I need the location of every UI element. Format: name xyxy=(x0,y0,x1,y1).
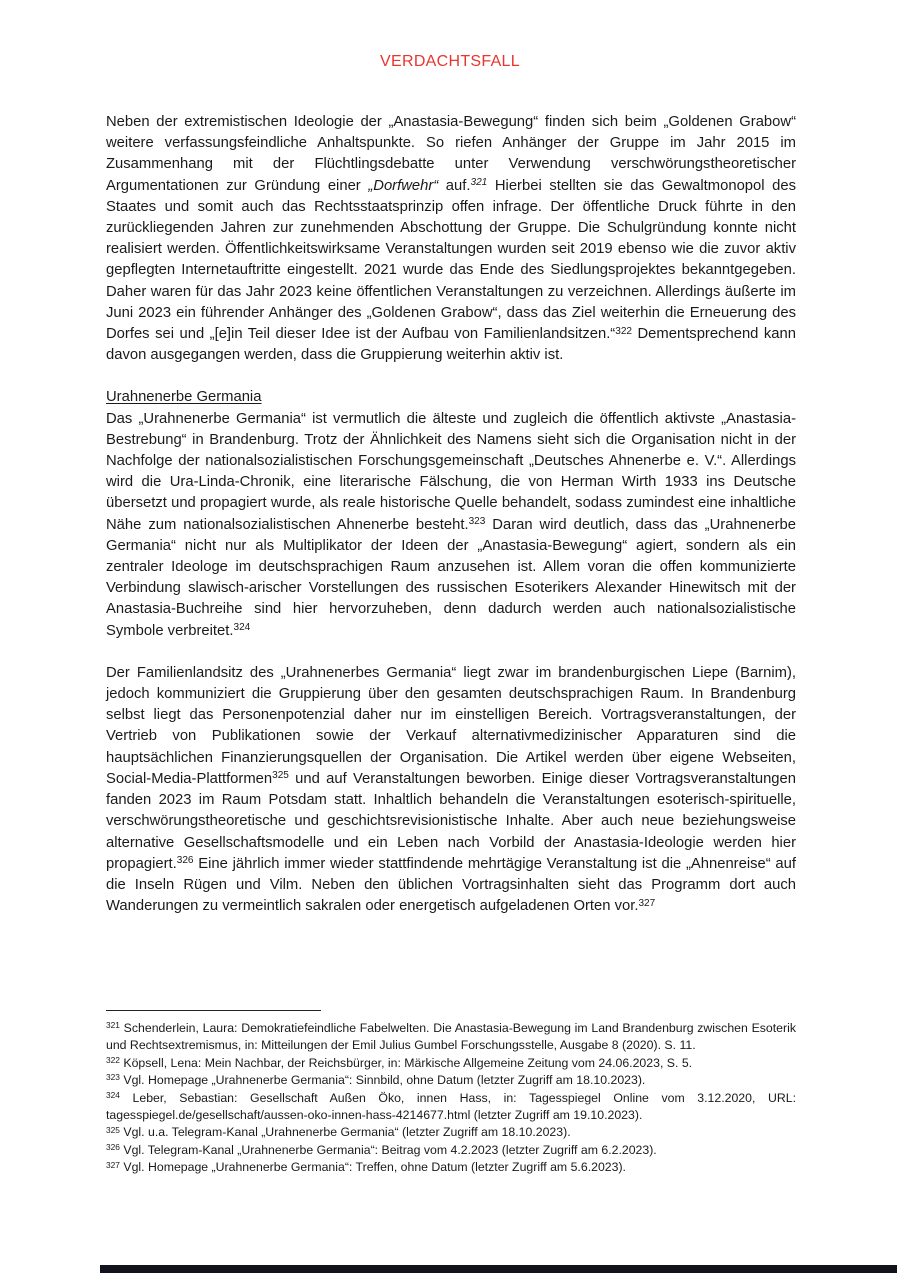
document-body xyxy=(106,112,796,917)
footnote-list xyxy=(106,1020,796,1177)
footnote-item: $^{325}$ Vgl. u.a. Telegram-Kanal „Urahnenerbe Germania“ (letzter Zugriff am 18.10.2023). xyxy=(106,1124,571,1140)
footnote-item: $^{322}$ Köpsell, Lena: Mein Nachbar, der Reichsbürger, in: Märkische Allgemeine Zeitung vom 24.06.2023, S. 5. xyxy=(106,1055,693,1070)
footnote-item: $^{324}$ Leber, Sebastian: Gesellschaft Außen Öko, innen Hass, in: Tagesspiegel Online vom 3.12.2020, URL: tagesspiegel.de/gesellschaft/aussen-oko-innen-hass-4214677.html (letzter Zugriff am 19.10.2023). xyxy=(106,1089,796,1123)
paragraph-golden-grabow: Neben der extremistischen Ideologie der „Anastasia-Bewegung“ finden sich beim „Goldenen Grabow“ weitere verfassungsfeindliche Anhaltspunkte. So riefen Anhänger der Gruppe im Jahr 2015 im Zusammenhang mit der Flüchtlingsdebatte unter Verwendung verschwörungstheoretischer Argumentationen zur Gründung einer „Dorfwehr“ auf.$^{321}$ Hierbei stellten sie das Gewaltmonopol des Staates und somit auch das Rechtsstaatsprinzip offen infrage. Der öffentliche Druck führte in den zurückliegenden Jahren zur zunehmenden Abschottung der Gruppe. Die Schulgründung konnte nicht realisiert werden. Öffentlichkeitswirksame Veranstaltungen wurden seit 2019 ebenso wie die zuvor aktiv gepflegten Internetauftritte eingestellt. 2021 wurde das Ende des Siedlungsprojektes bekanntgegeben. Daher waren für das Jahr 2023 keine öffentlichen Veranstaltungen zu verzeichnen. Allerdings äußerte im Juni 2023 ein führender Anhänger des „Goldenen Grabow“, dass das Ziel weiterhin die Erneuerung des Dorfes sei und „[e]in Teil dieser Idee ist der Aufbau von Familienlandsitzen.“$^{322}$ Dementsprechend kann davon ausgegangen werden, dass die Gruppierung weiterhin aktiv ist. xyxy=(106,114,796,364)
footnotes-section xyxy=(106,1010,796,1177)
classification-header: VERDACHTSFALL xyxy=(380,53,520,70)
paragraph-familienlandsitz: Der Familienlandsitz des „Urahnenerbes Germania“ liegt zwar im brandenburgischen Liepe (Barnim), jedoch kommuniziert die Gruppierung über den gesamten deutschsprachigen Raum. In Brandenburg selbst liegt das Personenpotenzial daher nur im einstelligen Bereich. Vortragsveranstaltungen, der Vertrieb von Publikationen sowie der Verkauf alternativmedizinischer Apparaturen sind die hauptsächlichen Finanzierungsquellen der Organisation. Die Artikel werden über eigene Webseiten, Social-Media-Plattformen$^{325}$ und auf Veranstaltungen beworben. Einige dieser Vortragsveranstaltungen fanden 2023 im Raum Potsdam statt. Inhaltlich behandeln die Veranstaltungen esoterisch-spirituelle, verschwörungstheoretische und geschichtsrevisionistische Inhalte. Aber auch neue beziehungsweise alternative Gesellschaftsmodelle und ein Leben nach Vorbild der Anastasia-Ideologie werden hier propagiert.$^{326}$ Eine jährlich immer wieder stattfindende mehrtägige Veranstaltung ist die „Ahnenreise“ auf die Inseln Rügen und Vilm. Neben den üblichen Vortragsinhalten sieht das Programm dort auch Wanderungen zu vermeintlich sakralen oder energetisch aufgeladenen Orten vor.$^{327}$ xyxy=(106,664,796,915)
page-bottom-scan-edge xyxy=(100,1265,897,1273)
footnote-item: $^{321}$ Schenderlein, Laura: Demokratiefeindliche Fabelwelten. Die Anastasia-Bewegung im Land Brandenburg zwischen Esoterik und Rechtsextremismus, in: Mitteilungen der Emil Julius Gumbel Forschungsstelle, Ausgabe 8 (2020). S. 11. xyxy=(106,1020,796,1053)
footnote-item: $^{326}$ Vgl. Telegram-Kanal „Urahnenerbe Germania“: Beitrag vom 4.2.2023 (letzter Zugriff am 6.2.2023). xyxy=(106,1142,657,1157)
paragraph-urahnenerbe-intro: Das „Urahnenerbe Germania“ ist vermutlich die älteste und zugleich die öffentlich aktivste „Anastasia-Bestrebung“ in Brandenburg. Trotz der Ähnlichkeit des Namens sieht sich die Organisation nicht in der Nachfolge der nationalsozialistischen Forschungsgemeinschaft „Deutsches Ahnenerbe e. V.“. Allerdings wird die Ura-Linda-Chronik, eine literarische Fälschung, die von Herman Wirth 1933 ins Deutsche übersetzt und propagiert wurde, als reale historische Quelle behandelt, sodass zumindest eine inhaltliche Nähe zum nationalsozialistischen Ahnenerbe besteht.$^{323}$ Daran wird deutlich, dass das „Urahnenerbe Germania“ nicht nur als Multiplikator der Ideen der „Anastasia-Bewegung“ agiert, sondern als ein zentraler Ideologe im deutschsprachigen Raum anzusehen ist. Allem voran die offen kommunizierte Verbindung slawisch-arischer Vorstellungen des russischen Esoterikers Alexander Hinewitsch mit der Anastasia-Buchreihe sind hier hervorzuheben, denn dadurch werden auch nationalsozialistische Symbole verbreitet.$^{324}$ xyxy=(106,410,796,639)
footnote-item: $^{323}$ Vgl. Homepage „Urahnenerbe Germania“: Sinnbild, ohne Datum (letzter Zugriff am 18.10.2023). xyxy=(106,1072,646,1088)
footnote-separator xyxy=(106,1010,321,1011)
section-heading: Urahnenerbe Germania xyxy=(106,389,262,406)
footnote-item: $^{327}$ Vgl. Homepage „Urahnenerbe Germania“: Treffen, ohne Datum (letzter Zugriff am 5.6.2023). xyxy=(106,1159,626,1175)
